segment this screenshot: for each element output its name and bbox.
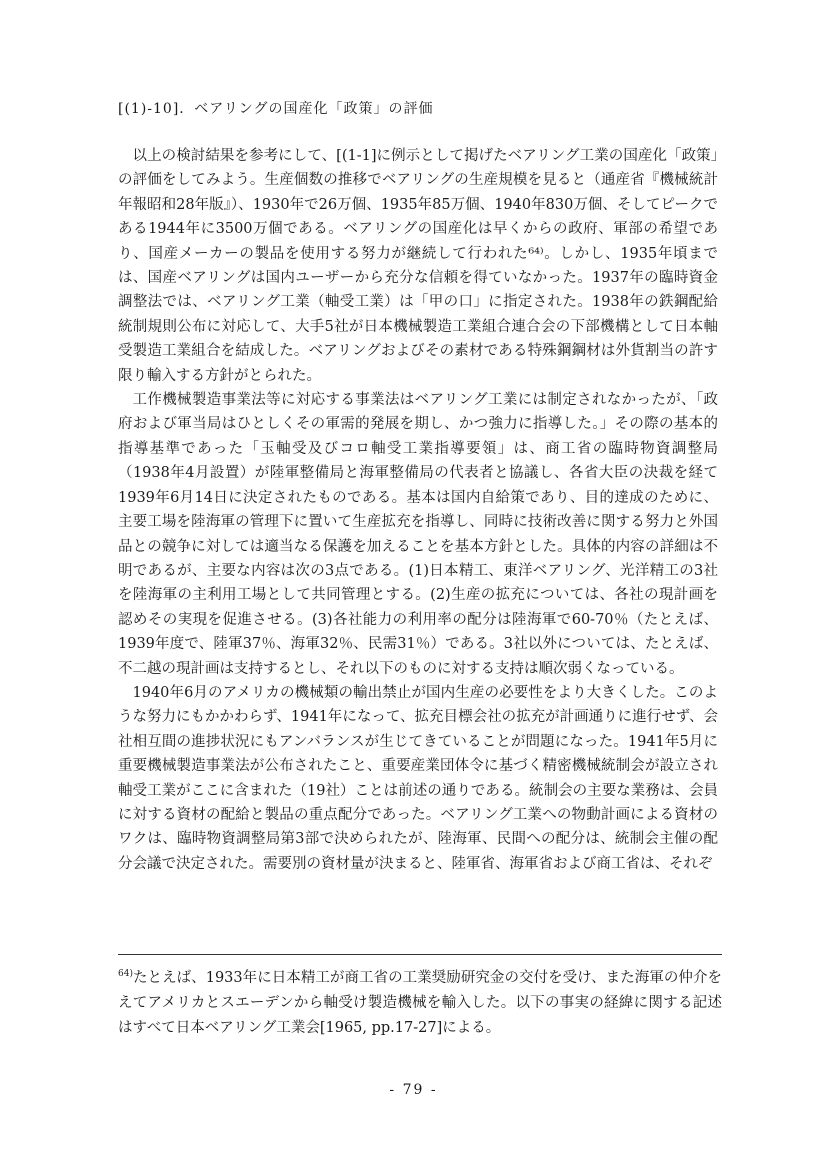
paragraph: 1940年6月のアメリカの機械類の輸出禁止が国内生産の必要性をより大きくした。このような努力にもかかわらず、1941年になって、拡充目標会社の拡充が計画通りに進行せず、会社相互間の進捗状況にもアンバランスが生じてきていることが問題になった。1941年5月に重要機械製造事業法が公布されたこと、重要産業団体令に基づく精密機械統制会が設立され軸受工業がここに含まれた（19社）ことは前述の通りである。統制会の主要な業務は、会員に対する資材の配給と製品の重点配分であった。ベアリング工業への物動計画による資材のワクは、臨時物資調整局第3部で決められたが、陸海軍、民間への配分は、統制会主催の配分会議で決定された。需要別の資材量が決まると、陸軍省、海軍省および商工省は、それぞ: [118, 684, 718, 872]
page-number: - 79 -: [389, 1082, 438, 1098]
footnote-marker: 64): [118, 969, 133, 979]
paragraph: 工作機械製造事業法等に対応する事業法はベアリング工業には制定されなかったが、「政府および軍当局はひとしくその軍需的発展を期し、かつ強力に指導した。」その際の基本的指導基準であった「玉軸受及びコロ軸受工業指導要領」は、商工省の臨時物資調整局（1938年4月設置）が陸軍整備局と海軍整備局の代表者と協議し、各省大臣の決裁を経て1939年6月14日に決定されたものである。基本は国内自給策であり、目的達成のために、主要工場を陸海軍の管理下に置いて生産拡充を指導し、同時に技術改善に関する努力と外国品との競争に対しては適当なる保護を加えることを基本方針とした。具体的内容の詳細は不明であるが、主要な内容は次の3点である。(1)日本精工、東洋ベアリング、光洋精工の3社を陸海軍の主利用工場として共同管理とする。(2)生産の拡充については、各社の現計画を認めその実現を促進させる。(3)各社能力の利用率の配分は陸海軍で60-70％（たとえば、1939年度で、陸軍37％、海軍32％、民需31％）である。3社以外については、たとえば、不二越の現計画は支持するとし、それ以下のものに対する支持は順次弱くなっている。: [118, 392, 718, 677]
paragraph: 以上の検討結果を参考にして、[(1-1]に例示として掲げたベアリング工業の国産化「政策」の評価をしてみよう。生産個数の推移でベアリングの生産規模を見ると（通産省『機械統計年報昭和28年版』）、1930年で26万個、1935年85万個、1940年830万個、そしてピークである1944年に3500万個である。ベアリングの国産化は早くからの政府、軍部の希望であり、国産メーカーの製品を使用する努力が継続して行われた⁶⁴⁾。しかし、1935年頃までは、国産ベアリングは国内ユーザーから充分な信頼を得ていなかった。1937年の臨時資金調整法では、ベアリング工業（軸受工業）は「甲の口」に指定された。1938年の鉄鋼配給統制規則公布に対応して、大手5社が日本機械製造工業組合連合会の下部機構として日本軸受製造工業組合を結成した。ベアリングおよびその素材である特殊鋼鋼材は外貨割当の許す限り輸入する方針がとられた。: [118, 148, 718, 384]
body-text: [118, 144, 718, 876]
footnote-text: たとえば、1933年に日本精工が商工省の工業奨励研究金の交付を受け、また海軍の仲介をえてアメリカとスエーデンから軸受け製造機械を輸入した。以下の事実の経緯に関する記述はすべて日本ベアリング工業会[1965, pp.17-27]による。: [118, 969, 722, 1036]
section-title: [(1)-10]．ベアリングの国産化「政策」の評価: [118, 101, 434, 117]
footnote: [118, 962, 722, 1041]
footnote-divider: [118, 954, 722, 955]
